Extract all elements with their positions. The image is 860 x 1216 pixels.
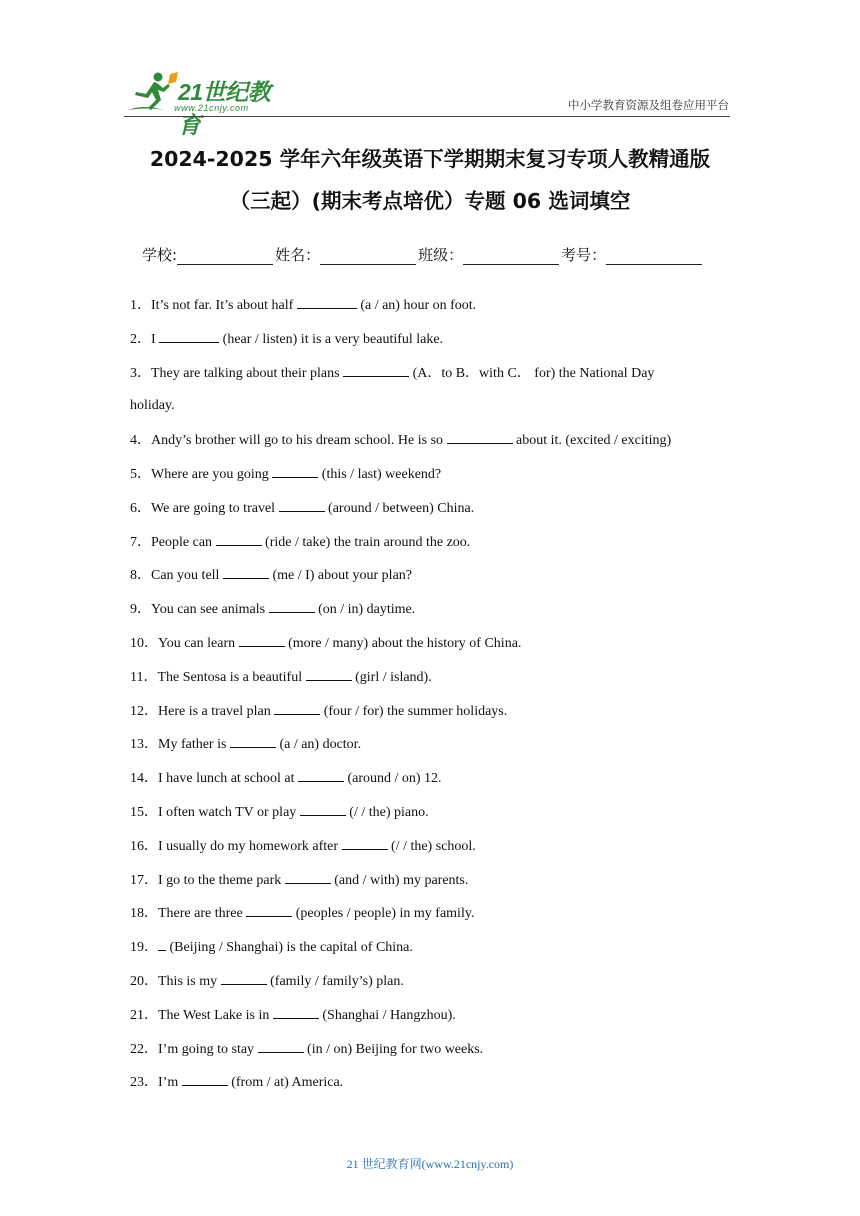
answer-blank[interactable]	[182, 1073, 228, 1086]
question-text-before: I usually do my homework after	[158, 838, 342, 854]
question-number: 19．	[130, 940, 158, 956]
question-item	[130, 972, 404, 990]
question-item	[130, 634, 521, 652]
answer-blank[interactable]	[279, 499, 325, 512]
question-text-after: (me / I) about your plan?	[268, 568, 412, 584]
answer-blank[interactable]	[343, 364, 409, 377]
question-text-before: This is my	[158, 974, 221, 989]
answer-blank[interactable]	[269, 600, 315, 613]
question-number: 16．	[130, 838, 158, 854]
question-text-after: (hear / listen) it is a very beautiful lake.	[219, 331, 444, 347]
question-item	[130, 837, 476, 855]
page-title-line1: 2024-2025 学年六年级英语下学期期末复习专项人教精通版	[149, 147, 711, 171]
question-number: 11．	[130, 669, 158, 685]
question-item	[130, 803, 429, 821]
answer-blank[interactable]	[297, 296, 357, 309]
question-number: 23．	[130, 1075, 158, 1091]
question-text-before: My father is	[158, 737, 230, 753]
question-number: 10．	[130, 636, 158, 651]
question-text-after: (/ / the) piano.	[345, 805, 429, 820]
question-text-after: (/ / the) school.	[387, 838, 476, 854]
school-label: 学校:	[142, 246, 178, 264]
name-blank[interactable]	[320, 248, 416, 265]
question-text-before: Andy’s brother will go to his dream school. He is so	[151, 433, 447, 449]
question-text-before: I’m going to stay	[158, 1041, 258, 1057]
question-number: 22．	[130, 1041, 158, 1057]
exam-number-label: 考号：	[561, 246, 607, 264]
question-number: 3．	[130, 365, 151, 381]
question-text-before: People can	[151, 534, 216, 550]
answer-blank[interactable]	[285, 871, 331, 884]
question-number: 21．	[130, 1007, 158, 1023]
question-item	[130, 1006, 456, 1024]
question-text-before: They are talking about their plans	[151, 365, 344, 381]
question-text-before: We are going to travel	[151, 500, 279, 516]
question-text-before: You can learn	[158, 636, 239, 651]
question-number: 7．	[130, 534, 151, 550]
question-number: 8．	[130, 568, 151, 584]
answer-blank[interactable]	[246, 904, 292, 917]
question-text-before: You can see animals	[151, 602, 269, 618]
question-item	[130, 735, 361, 753]
answer-blank[interactable]	[230, 735, 276, 748]
question-text-after: about it. (excited / exciting)	[512, 433, 672, 449]
question-text-after: (ride / take) the train around the zoo.	[261, 534, 471, 550]
question-text-after: (from / at) America.	[227, 1075, 344, 1091]
question-text-before: The West Lake is in	[158, 1007, 273, 1023]
platform-tagline: 中小学教育资源及组卷应用平台	[568, 98, 729, 112]
question-text-after: (A．to B．with C． for) the National Day	[409, 365, 655, 381]
answer-blank[interactable]	[221, 972, 267, 985]
question-text-after: (and / with) my parents.	[330, 872, 469, 888]
question-text-before: I’m	[158, 1075, 182, 1091]
question-text-after: (Beijing / Shanghai) is the capital of China.	[166, 940, 413, 956]
page-title-line2: （三起）(期末考点培优）专题 06 选词填空	[229, 189, 631, 213]
question-item	[130, 296, 476, 314]
answer-blank[interactable]	[274, 702, 320, 715]
question-text-before: Can you tell	[151, 568, 223, 584]
question-text-before: It’s not far. It’s about half	[151, 298, 297, 313]
question-text-before: Here is a travel plan	[158, 703, 275, 719]
question-item	[130, 1040, 483, 1058]
question-item	[130, 533, 470, 551]
question-item	[130, 769, 442, 787]
answer-blank[interactable]	[258, 1040, 304, 1053]
question-number: 9．	[130, 602, 151, 618]
exam-number-blank[interactable]	[606, 248, 702, 265]
answer-blank[interactable]	[159, 330, 219, 343]
question-item	[130, 330, 443, 348]
question-text-before: I go to the theme park	[158, 872, 285, 888]
logo	[124, 70, 292, 138]
question-number: 15．	[130, 805, 158, 820]
question-continuation: holiday.	[130, 398, 175, 414]
question-text-before: There are three	[158, 906, 247, 922]
answer-blank[interactable]	[158, 938, 166, 951]
answer-blank[interactable]	[298, 769, 344, 782]
question-item	[130, 431, 671, 449]
question-number: 18．	[130, 906, 158, 922]
question-item	[130, 871, 468, 889]
question-text-after: (on / in) daytime.	[314, 602, 416, 618]
question-text-after: (peoples / people) in my family.	[292, 906, 475, 922]
question-item	[130, 904, 474, 922]
question-text-after: (a / an) hour on foot.	[356, 298, 477, 313]
answer-blank[interactable]	[216, 533, 262, 546]
question-text-after: (a / an) doctor.	[275, 737, 362, 753]
question-item	[130, 465, 441, 483]
answer-blank[interactable]	[342, 837, 388, 850]
school-blank[interactable]	[177, 248, 273, 265]
question-number: 5．	[130, 467, 151, 482]
answer-blank[interactable]	[300, 803, 346, 816]
student-info-row	[142, 244, 704, 265]
class-blank[interactable]	[463, 248, 559, 265]
question-text-after: (more / many) about the history of China.	[284, 636, 522, 651]
answer-blank[interactable]	[272, 465, 318, 478]
question-text-after: (four / for) the summer holidays.	[320, 703, 508, 719]
question-text-after: (girl / island).	[351, 669, 432, 685]
question-text-after: (this / last) weekend?	[318, 467, 442, 482]
question-text-before: Where are you going	[151, 467, 273, 482]
question-item	[130, 668, 432, 686]
question-text-before: I	[151, 331, 160, 347]
running-figure-icon	[124, 70, 180, 116]
answer-blank[interactable]	[223, 566, 269, 579]
question-text-before: The Sentosa is a beautiful	[157, 669, 306, 685]
question-number: 13．	[130, 737, 158, 753]
question-text-before: I often watch TV or play	[158, 805, 300, 820]
answer-blank[interactable]	[239, 634, 285, 647]
question-text-after: (around / between) China.	[324, 500, 475, 516]
question-item	[130, 938, 413, 956]
question-number: 14．	[130, 771, 158, 787]
page-footer: 21 世纪教育网(www.21cnjy.com)	[346, 1157, 514, 1171]
header-divider	[124, 116, 730, 117]
question-number: 2．	[130, 331, 151, 347]
question-item	[130, 702, 507, 720]
page-header	[0, 0, 860, 138]
question-number: 4．	[130, 433, 151, 449]
question-text-before: I have lunch at school at	[158, 771, 298, 787]
question-number: 1．	[130, 298, 151, 313]
question-text-after: (in / on) Beijing for two weeks.	[303, 1041, 484, 1057]
question-item	[130, 364, 654, 382]
logo-text: 21世纪教育	[178, 79, 271, 138]
logo-url: www.21cnjy.com	[174, 103, 249, 113]
question-text-after: (around / on) 12.	[343, 771, 442, 787]
answer-blank[interactable]	[447, 431, 513, 444]
answer-blank[interactable]	[306, 668, 352, 681]
question-text-after: (Shanghai / Hangzhou).	[318, 1007, 456, 1023]
question-item	[130, 600, 415, 618]
question-number: 17．	[130, 872, 158, 888]
question-text-after: (family / family’s) plan.	[266, 974, 404, 989]
question-number: 20．	[130, 974, 158, 989]
name-label: 姓名：	[275, 246, 321, 264]
question-number: 12．	[130, 703, 158, 719]
class-label: 班级：	[418, 246, 464, 264]
question-number: 6．	[130, 500, 151, 516]
question-item	[130, 1073, 343, 1091]
answer-blank[interactable]	[273, 1006, 319, 1019]
question-item	[130, 566, 412, 584]
question-item	[130, 499, 474, 517]
